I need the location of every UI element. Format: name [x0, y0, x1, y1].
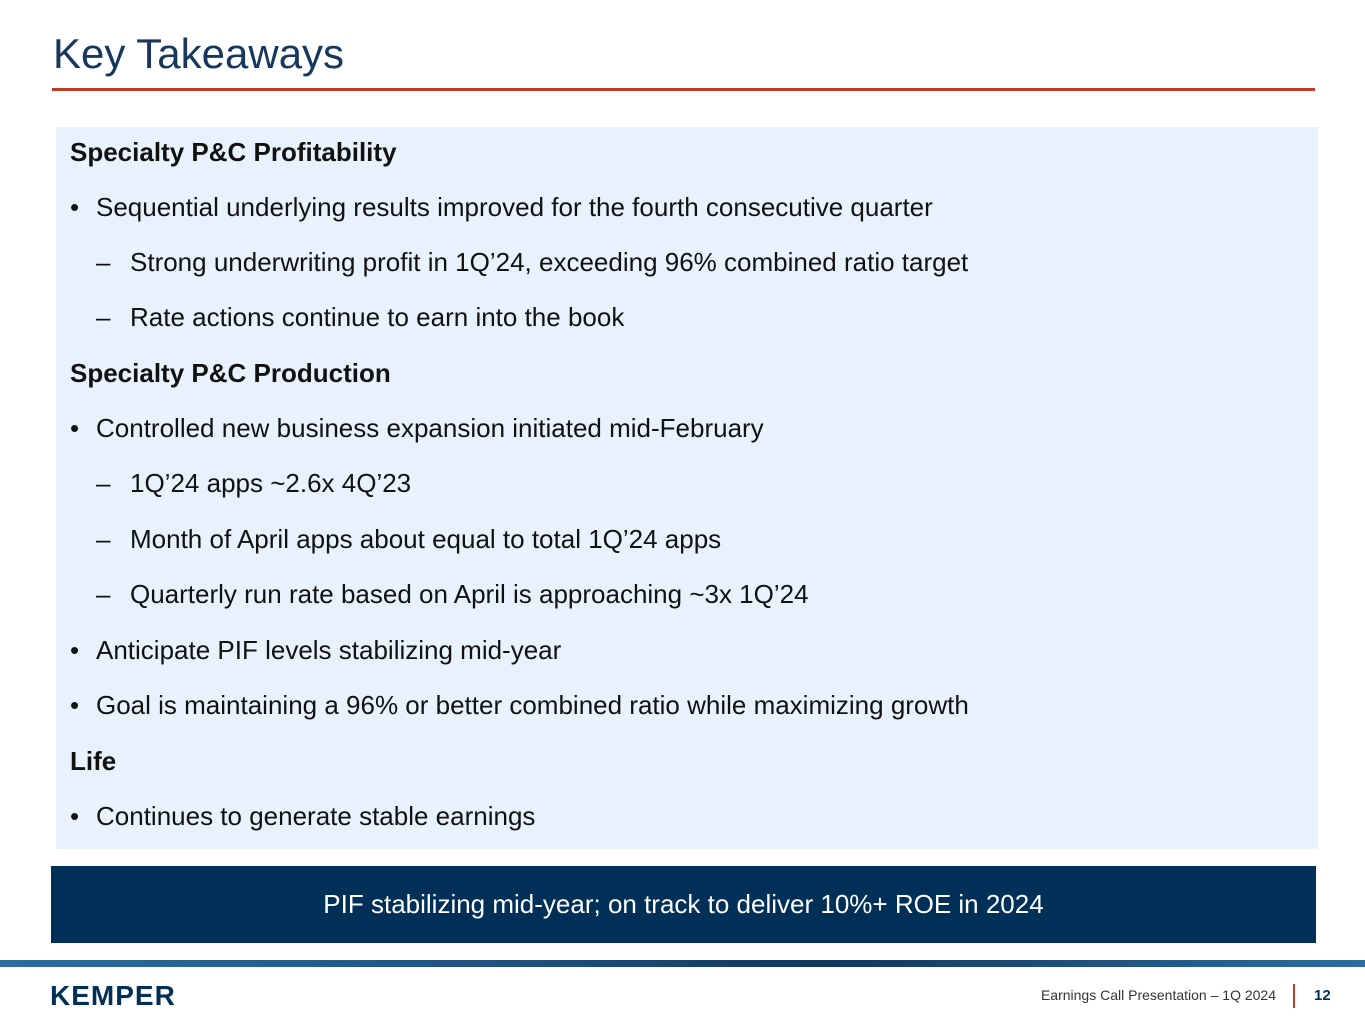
sub-bullet-item [96, 247, 968, 278]
bullet-text: Sequential underlying results improved for the fourth consecutive quarter [96, 192, 933, 222]
sub-bullet-text: Strong underwriting profit in 1Q’24, exceeding 96% combined ratio target [130, 247, 969, 277]
bullet-text: Anticipate PIF levels stabilizing mid-year [96, 635, 562, 665]
bullet-icon: • [70, 801, 80, 831]
sub-bullet-text: 1Q’24 apps ~2.6x 4Q’23 [130, 468, 412, 498]
bullet-item [70, 192, 933, 223]
bullet-text: Goal is maintaining a 96% or better combined ratio while maximizing growth [96, 690, 969, 720]
bullet-item [70, 690, 969, 721]
dash-icon: – [96, 468, 111, 498]
dash-icon: – [96, 524, 111, 554]
section-heading: Specialty P&C Production [70, 358, 391, 388]
dash-icon: – [96, 302, 111, 332]
sub-bullet-item [96, 579, 809, 610]
bullet-icon: • [70, 690, 80, 720]
dash-icon: – [96, 579, 111, 609]
sub-bullet-item [96, 468, 411, 499]
bullet-text: Controlled new business expansion initiated mid-February [96, 413, 764, 443]
sub-bullet-item [96, 302, 624, 333]
presentation-label: Earnings Call Presentation – 1Q 2024 [1040, 987, 1276, 1003]
page-number: 12 [1314, 987, 1331, 1004]
slide-title: Key Takeaways [53, 30, 345, 77]
bullet-item [70, 801, 535, 832]
kemper-logo: KEMPER [50, 980, 176, 1011]
sub-bullet-item [96, 524, 721, 555]
footer-divider [1293, 984, 1295, 1008]
section-heading: Specialty P&C Profitability [70, 137, 397, 167]
bullet-text: Continues to generate stable earnings [96, 801, 536, 831]
bullet-icon: • [70, 192, 80, 222]
content-panel [56, 127, 1318, 849]
sub-bullet-text: Month of April apps about equal to total 1Q’24 apps [130, 524, 722, 554]
sub-bullet-text: Rate actions continue to earn into the book [130, 302, 625, 332]
footer-stripe [0, 960, 1365, 967]
sub-bullet-text: Quarterly run rate based on April is approaching ~3x 1Q’24 [130, 579, 809, 609]
bullet-icon: • [70, 635, 80, 665]
title-underline [52, 88, 1315, 91]
summary-banner: PIF stabilizing mid-year; on track to deliver 10%+ ROE in 2024 [51, 866, 1316, 943]
section-heading: Life [70, 746, 117, 776]
bullet-item [70, 635, 561, 666]
bullet-item [70, 413, 764, 444]
dash-icon: – [96, 247, 111, 277]
bullet-icon: • [70, 413, 80, 443]
